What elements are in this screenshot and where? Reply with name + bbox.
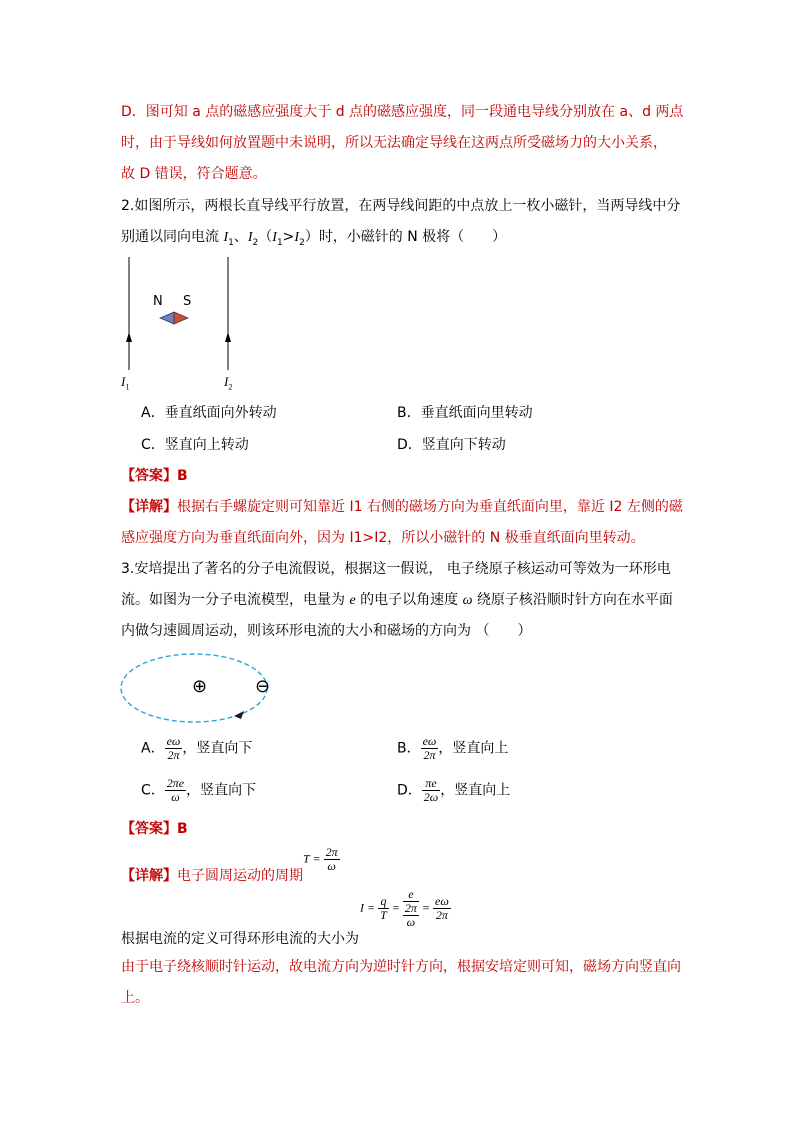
q3-option-a: A． $\frac{e\omega}{2\pi}$ ，竖直向下 (141, 734, 253, 762)
prev-line-2: 时，由于导线如何放置题中未说明，所以无法确定导线在这两点所受磁场力的大小关系， (121, 135, 667, 151)
electron-icon: ⊖ (255, 676, 271, 697)
q2-stem-line-2: 别通以同向电流 $I_1$、$I_2(I_1>I_2)$时，小磁针的 N 极将（ ） (121, 229, 507, 248)
magnet-label-s: S (183, 294, 192, 309)
wire-1-arrow (126, 332, 132, 342)
q3-detail-line-2: 根据电流的定义可得环形电流的大小为 (121, 931, 359, 947)
q2-detail-line-1: 【详解】根据右手螺旋定则可知靠近 I1 右侧的磁场方向为垂直纸面向里，靠近 I2 左侧的磁 (121, 499, 683, 515)
q2-option-b: B．垂直纸面向里转动 (397, 405, 533, 421)
q3-detail-line-1: 【详解】电子圆周运动的周期 (121, 868, 303, 884)
prev-line-1: D．图可知 a 点的磁感应强度大于 d 点的磁感应强度，同一段通电导线分别放在 a、d 两点 (121, 104, 684, 120)
q3-option-c-fraction: $\frac{2\pi e}{\omega}$ (166, 776, 185, 804)
q3-option-d-fraction: $\frac{\pi e}{2\omega}$ (423, 776, 439, 804)
q3-option-b-fraction: $\frac{e\omega}{2\pi}$ (422, 734, 437, 762)
q2-stem-line-1: 2.如图所示，两根长直导线平行放置，在两导线间距的中点放上一枚小磁针，当两导线中分 (121, 198, 681, 214)
q3-option-b: B． $\frac{e\omega}{2\pi}$ ，竖直向上 (397, 734, 509, 762)
prev-line-3: 故 D 错误，符合题意。 (121, 166, 267, 182)
q2-option-c: C．竖直向上转动 (141, 437, 249, 453)
orbit-direction-arrow (234, 711, 244, 719)
q2-option-a: A．垂直纸面向外转动 (141, 405, 277, 421)
q3-detail-line-4: 上。 (121, 990, 149, 1006)
q2-detail-line-2: 感应强度方向为垂直纸面向外，因为 I1>I2，所以小磁针的 N 极垂直纸面向里转动。 (121, 530, 645, 546)
wire-2-label: $I_2$ (224, 374, 233, 392)
magnet-label-n: N (153, 294, 163, 309)
wire-2-arrow (225, 332, 231, 342)
magnet-north-half (160, 312, 174, 324)
q3-stem-line-1: 3.安培提出了著名的分子电流假说，根据这一假说， 电子绕原子核运动可等效为一环形电 (121, 561, 671, 577)
q3-option-a-fraction: $\frac{e\omega}{2\pi}$ (166, 734, 181, 762)
wire-1-label: $I_1$ (121, 374, 130, 392)
q3-option-c: C． $\frac{2\pi e}{\omega}$ ，竖直向下 (141, 776, 257, 804)
q3-detail-line-3: 由于电子绕核顺时针运动，故电流方向为逆时针方向，根据安培定则可知，磁场方向竖直向 (121, 959, 681, 975)
nucleus-icon: ⊕ (192, 676, 208, 697)
q3-stem-line-2: 流。如图为一分子电流模型，电量为 e 的电子以角速度 ω 绕原子核沿顺时针方向在水平面 (121, 592, 673, 608)
q2-answer: 【答案】B (121, 468, 188, 484)
q2-option-d: D．竖直向下转动 (397, 437, 506, 453)
period-formula: T = $\frac{2\pi}{\omega}$ (303, 845, 338, 873)
q3-stem-line-3: 内做匀速圆周运动，则该环形电流的大小和磁场的方向为 （ ） (121, 623, 532, 639)
q3-option-d: D． $\frac{\pi e}{2\omega}$ ，竖直向上 (397, 776, 511, 804)
current-formula: I = $\frac{q}{T}$ = e 2π ω = $\frac{e\omega}{2\pi}$ (360, 887, 449, 929)
magnet-south-half (174, 312, 188, 324)
q3-answer: 【答案】B (121, 821, 188, 837)
